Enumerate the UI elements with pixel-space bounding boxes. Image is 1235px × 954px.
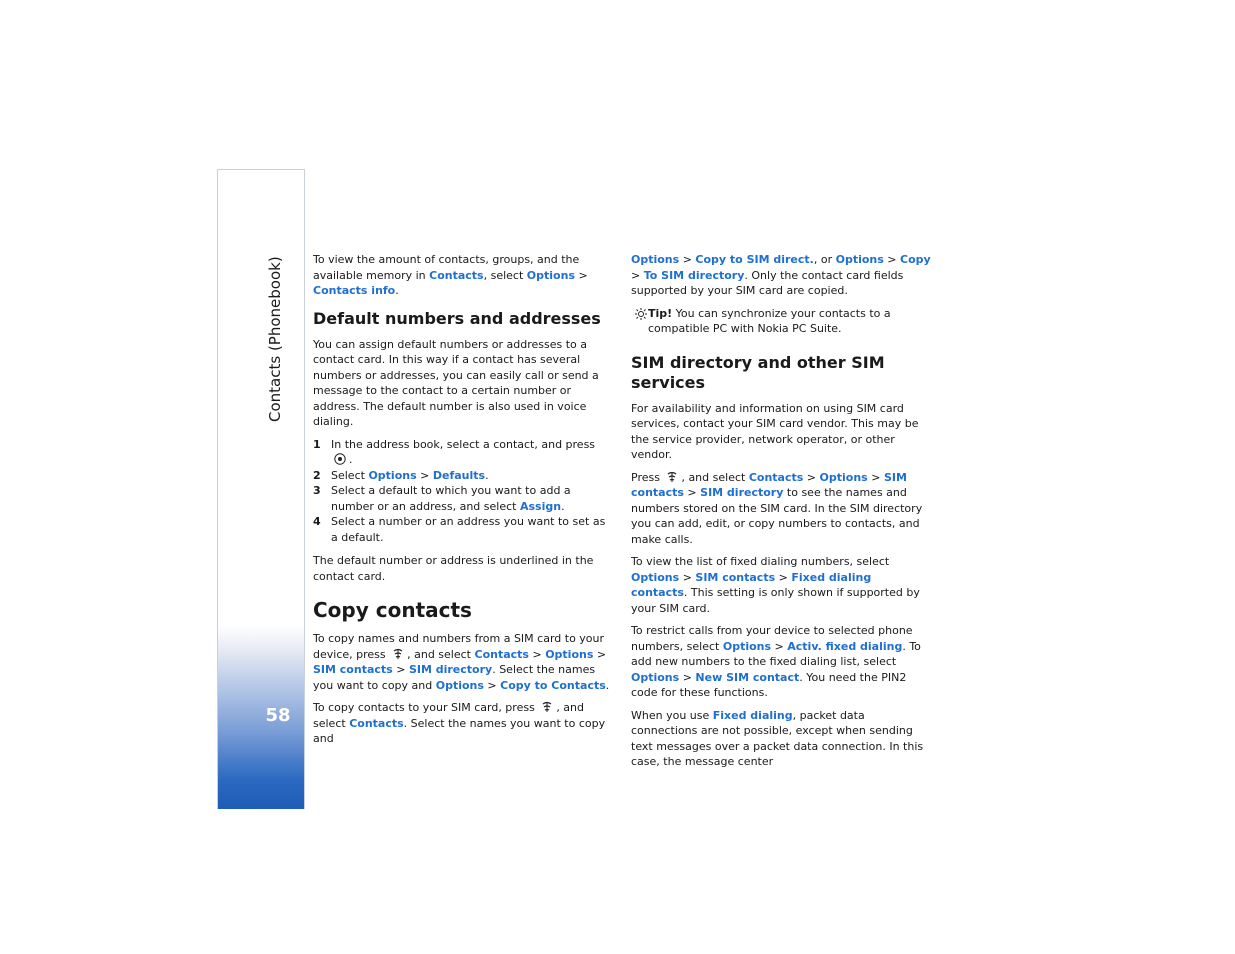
text: > <box>867 470 884 484</box>
text: Select a number or an address you want to set as a default. <box>331 515 606 544</box>
text: > <box>683 486 701 499</box>
sim-directory-heading: SIM directory and other SIM services <box>631 352 885 392</box>
tip-bulb-icon <box>633 307 649 321</box>
text: , and select <box>313 701 585 730</box>
text: > <box>679 570 696 584</box>
step-3 <box>313 483 613 514</box>
link-new-sim-contact: New SIM contact <box>695 670 800 684</box>
link-contacts: Contacts <box>474 647 529 661</box>
menu-key-icon <box>665 471 679 483</box>
text: Select a default to which you want to add a number or an address, and select <box>331 484 571 513</box>
text: > <box>631 268 644 282</box>
link-sim-contacts: SIM contacts <box>313 663 393 676</box>
text: . <box>561 499 565 513</box>
text: > <box>771 639 788 653</box>
link-copy-to-sim-direct: Copy to SIM direct. <box>695 253 814 266</box>
text: . Select the names you want to copy and <box>313 716 606 745</box>
text: To copy contacts to your SIM card, press <box>313 701 539 714</box>
text: . Select the names you want to copy and <box>313 663 596 692</box>
menu-key-icon <box>391 648 405 660</box>
text: Press <box>631 470 664 484</box>
sim-paragraph-3 <box>631 554 931 616</box>
chapter-tab <box>217 169 305 809</box>
text: . <box>485 468 489 482</box>
copy-contacts-heading: Copy contacts <box>313 598 472 622</box>
tip-box <box>631 306 931 337</box>
link-options: Options <box>631 670 680 684</box>
link-activ-fixed-dialing: Activ. fixed dialing <box>787 639 903 653</box>
text: > <box>575 268 588 282</box>
link-sim-directory: SIM directory <box>408 663 493 676</box>
step-number: 3 <box>313 484 321 497</box>
text: to see the names and numbers stored on the SIM card. In the SIM directory you can add, edit, or copy numbers to contacts, and make calls. <box>631 486 923 546</box>
text: In the address book, select a contact, and press <box>331 437 596 451</box>
link-contacts: Contacts <box>429 268 484 282</box>
text: , or <box>813 253 836 266</box>
link-defaults: Defaults <box>432 468 486 482</box>
text: When you use <box>631 708 713 722</box>
text: , and select <box>681 470 749 484</box>
sim-paragraph-4 <box>631 623 931 701</box>
link-copy: Copy <box>900 253 931 266</box>
tip-label: Tip! <box>648 306 673 320</box>
link-options: Options <box>631 570 680 584</box>
text: > <box>416 468 433 482</box>
text: > <box>593 647 607 661</box>
right-column <box>631 252 931 777</box>
default-numbers-heading: Default numbers and addresses <box>313 308 601 328</box>
tip-text: You can synchronize your contacts to a compatible PC with Nokia PC Suite. <box>648 306 891 335</box>
link-options: Options <box>835 253 884 266</box>
link-options: Options <box>435 678 484 692</box>
left-column <box>313 252 613 754</box>
text: . This setting is only shown if supported by your SIM card. <box>631 586 920 615</box>
step-2 <box>313 468 613 484</box>
page-number: 58 <box>265 705 291 726</box>
link-options: Options <box>631 253 680 266</box>
link-assign: Assign <box>519 499 562 513</box>
link-options: Options <box>545 647 594 661</box>
intro-paragraph <box>313 252 613 299</box>
sim-paragraph-5 <box>631 708 931 770</box>
link-fixed-dialing-contacts: Fixed dialing contacts <box>631 570 872 599</box>
step-number: 4 <box>313 515 321 528</box>
text: To copy names and numbers from a SIM card to your device, press <box>313 632 605 661</box>
link-options: Options <box>368 468 417 482</box>
text: . <box>395 284 399 297</box>
underline-note: The default number or address is underlined in the contact card. <box>313 554 594 583</box>
step-number: 1 <box>313 437 321 451</box>
link-contacts: Contacts <box>748 470 804 484</box>
link-sim-directory: SIM directory <box>700 486 784 499</box>
link-fixed-dialing: Fixed dialing <box>712 708 793 722</box>
link-sim-contacts: SIM contacts <box>631 470 907 499</box>
joystick-press-icon <box>333 453 347 465</box>
sim-paragraph-1: For availability and information on using SIM card services, contact your SIM card vendor. This may be the service provider, network operator, or other vendor. <box>631 401 919 461</box>
text: , select <box>483 268 527 282</box>
steps-list <box>313 437 613 546</box>
text: . Only the contact card fields supported by your SIM card are copied. <box>631 268 904 297</box>
text: . <box>605 678 610 692</box>
menu-key-icon <box>540 701 554 713</box>
text: > <box>803 470 820 484</box>
step-4 <box>313 514 613 545</box>
copy-paragraph-2 <box>313 700 613 747</box>
default-numbers-body: You can assign default numbers or addresses to a contact card. In this way if a contact has several numbers or addresses, you can easily call or send a message to the contact to a certain number or address. The default number is also used in voice dialing. <box>313 337 599 428</box>
chapter-title: Contacts (Phonebook) <box>266 256 284 422</box>
text: . <box>349 453 353 466</box>
text: > <box>528 647 546 661</box>
text: > <box>392 663 409 676</box>
text: > <box>679 670 696 684</box>
text: To restrict calls from your device to selected phone numbers, select <box>631 624 913 653</box>
text: > <box>483 678 501 692</box>
link-sim-contacts: SIM contacts <box>695 570 776 584</box>
link-copy-to-contacts: Copy to Contacts <box>500 678 606 692</box>
link-contacts-info: Contacts info <box>313 284 396 297</box>
step-number: 2 <box>313 468 321 482</box>
text: . To add new numbers to the fixed dialing list, select <box>631 639 921 668</box>
text: > <box>775 570 792 584</box>
copy-continued-paragraph <box>631 252 931 299</box>
text: , packet data connections are not possible, except when sending text messages over a packet data connection. In this case, the message center <box>631 708 924 768</box>
text: > <box>883 253 901 266</box>
link-to-sim-directory: To SIM directory <box>643 268 745 282</box>
text: , and select <box>407 647 475 661</box>
link-options: Options <box>819 470 868 484</box>
text: Select <box>331 468 369 482</box>
text: To view the list of fixed dialing numbers, select <box>631 555 890 568</box>
sim-paragraph-2 <box>631 470 931 548</box>
link-options: Options <box>722 639 772 653</box>
text: > <box>679 253 696 266</box>
link-options: Options <box>526 268 575 282</box>
copy-paragraph-1 <box>313 631 613 693</box>
text: . You need the PIN2 code for these functions. <box>631 670 907 699</box>
step-1 <box>313 437 613 468</box>
text: To view the amount of contacts, groups, and the available memory in <box>313 253 580 282</box>
link-contacts: Contacts <box>349 716 404 730</box>
